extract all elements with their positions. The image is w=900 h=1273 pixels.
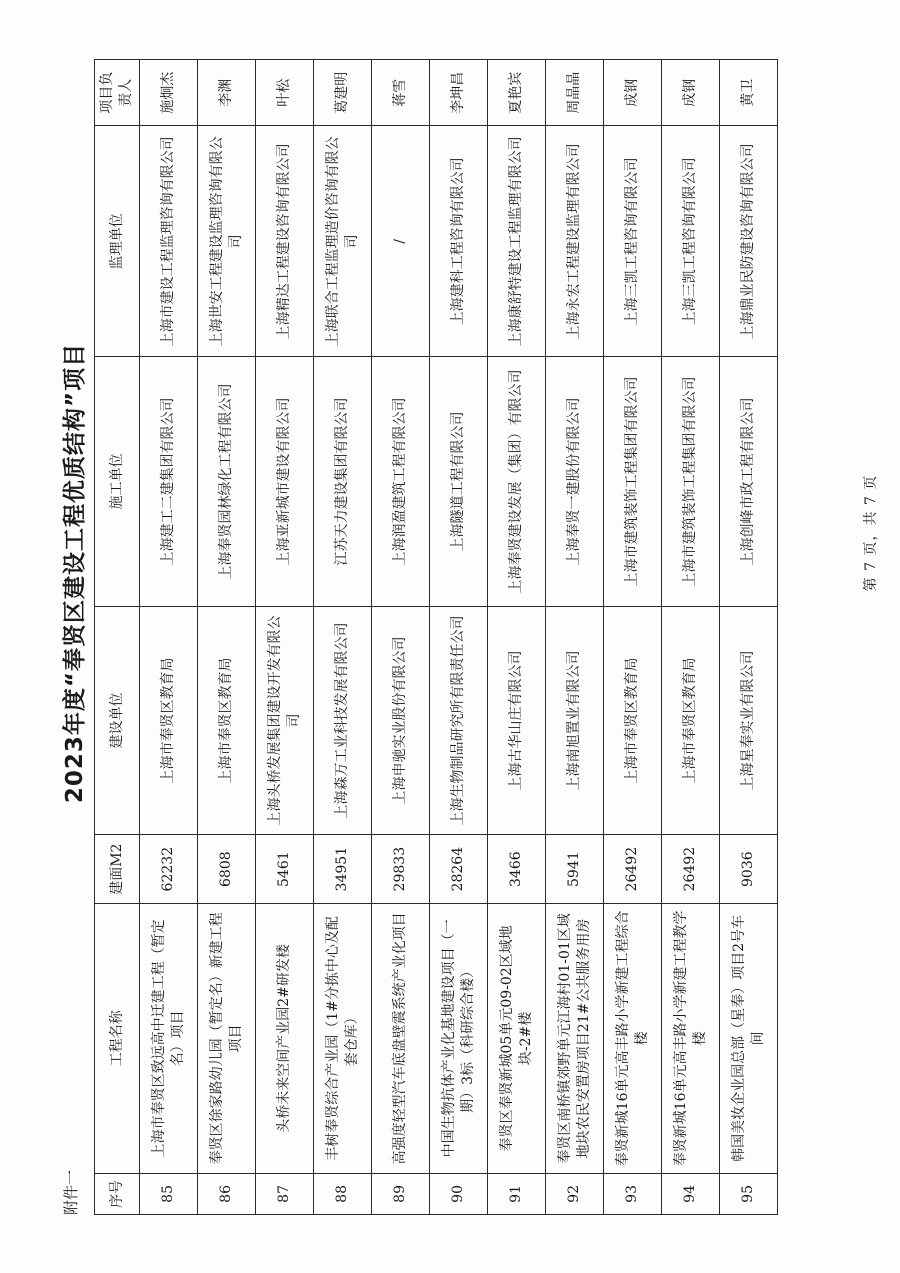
header-builder: 建设单位	[95, 606, 140, 835]
cell-area: 28264	[430, 835, 488, 904]
cell-builder: 上海申驰实业股份有限公司	[372, 606, 430, 835]
cell-contractor: 上海隧道工程有限公司	[430, 357, 488, 606]
cell-area: 5941	[546, 835, 604, 904]
cell-name: 中国生物抗体产业化基地建设项目（一期）3标（科研综合楼）	[430, 903, 488, 1173]
cell-supervisor: 上海建科工程咨询有限公司	[430, 126, 488, 357]
table-row	[604, 60, 662, 1215]
table-row	[546, 60, 604, 1215]
table-row	[430, 60, 488, 1215]
cell-supervisor: 上海精达工程建设咨询有限公司	[256, 126, 314, 357]
cell-area: 5461	[256, 835, 314, 904]
cell-builder: 上海头桥发展集团建设开发有限公司	[256, 606, 314, 835]
cell-builder: 上海星奉实业有限公司	[720, 606, 778, 835]
header-supervisor: 监理单位	[95, 126, 140, 357]
cell-name: 高强度轻型汽车底盘壁震系统产业化项目	[372, 903, 430, 1173]
cell-lead: 李坤昌	[430, 60, 488, 126]
projects-table	[94, 59, 778, 1215]
cell-no: 86	[198, 1173, 256, 1214]
header-lead: 项目负责人	[95, 60, 140, 126]
cell-area: 9036	[720, 835, 778, 904]
cell-supervisor: /	[372, 126, 430, 357]
cell-name: 奉贤区徐家路幼儿园（暂定名）新建工程项目	[198, 903, 256, 1173]
header-name: 工程名称	[95, 903, 140, 1173]
cell-builder: 上海市奉贤区教育局	[198, 606, 256, 835]
cell-no: 88	[314, 1173, 372, 1214]
table-row	[140, 60, 198, 1215]
cell-lead: 夏艳宾	[488, 60, 546, 126]
cell-area: 3466	[488, 835, 546, 904]
cell-supervisor: 上海市建设工程监理咨询有限公司	[140, 126, 198, 357]
attachment-label: 附件一	[62, 1169, 80, 1215]
cell-builder: 上海市奉贤区教育局	[140, 606, 198, 835]
cell-contractor: 上海奉贤建设发展（集团）有限公司	[488, 357, 546, 606]
cell-builder: 上海市奉贤区教育局	[604, 606, 662, 835]
cell-contractor: 上海奉贤一建股份有限公司	[546, 357, 604, 606]
table-header-row	[95, 60, 140, 1215]
cell-supervisor: 上海世安工程建设监理咨询有限公司	[198, 126, 256, 357]
cell-contractor: 上海建工二建集团有限公司	[140, 357, 198, 606]
cell-contractor: 上海亚新城市建设有限公司	[256, 357, 314, 606]
cell-supervisor: 上海联合工程监理造价咨询有限公司	[314, 126, 372, 357]
cell-builder: 上海森万工业科技发展有限公司	[314, 606, 372, 835]
cell-name: 丰树奉贤综合产业园（1#分拣中心及配套仓库）	[314, 903, 372, 1173]
table-row	[314, 60, 372, 1215]
cell-contractor: 上海市建筑装饰工程集团有限公司	[662, 357, 720, 606]
cell-contractor: 上海创峰市政工程有限公司	[720, 357, 778, 606]
cell-supervisor: 上海三凯工程咨询有限公司	[604, 126, 662, 357]
cell-lead: 成钢	[604, 60, 662, 126]
cell-contractor: 上海奉贤园林绿化工程有限公司	[198, 357, 256, 606]
cell-area: 26492	[662, 835, 720, 904]
cell-no: 87	[256, 1173, 314, 1214]
cell-builder: 上海南旭置业有限公司	[546, 606, 604, 835]
cell-area: 29833	[372, 835, 430, 904]
cell-builder: 上海生物制品研究所有限责任公司	[430, 606, 488, 835]
cell-supervisor: 上海康舒特建设工程监理有限公司	[488, 126, 546, 357]
cell-supervisor: 上海鼎业民防建设咨询有限公司	[720, 126, 778, 357]
cell-area: 6808	[198, 835, 256, 904]
cell-name: 韩国美妆企业园总部（星奉）项目2号车间	[720, 903, 778, 1173]
header-area: 建面M2	[95, 835, 140, 904]
cell-no: 92	[546, 1173, 604, 1214]
table-row	[720, 60, 778, 1215]
cell-lead: 周晶晶	[546, 60, 604, 126]
header-no: 序号	[95, 1173, 140, 1214]
cell-lead: 蒋雪	[372, 60, 430, 126]
cell-no: 89	[372, 1173, 430, 1214]
page-title: 2023年度“奉贤区建设工程优质结构”项目	[62, 342, 88, 804]
cell-no: 91	[488, 1173, 546, 1214]
cell-lead: 叶松	[256, 60, 314, 126]
table-row	[488, 60, 546, 1215]
cell-contractor: 上海润盈建筑工程有限公司	[372, 357, 430, 606]
cell-builder: 上海古华山庄有限公司	[488, 606, 546, 835]
cell-name: 奉贤区奉贤新城05单元09-02区域地块-2#楼	[488, 903, 546, 1173]
table-row	[256, 60, 314, 1215]
cell-no: 95	[720, 1173, 778, 1214]
cell-no: 93	[604, 1173, 662, 1214]
table-row	[372, 60, 430, 1215]
cell-supervisor: 上海永宏工程建设监理有限公司	[546, 126, 604, 357]
table-row	[198, 60, 256, 1215]
page-footer: 第 7 页，共 7 页	[863, 474, 879, 592]
cell-no: 94	[662, 1173, 720, 1214]
cell-contractor: 江苏天力建设集团有限公司	[314, 357, 372, 606]
cell-lead: 李渊	[198, 60, 256, 126]
cell-area: 26492	[604, 835, 662, 904]
table-row	[662, 60, 720, 1215]
cell-lead: 黄卫	[720, 60, 778, 126]
cell-name: 奉贤区南桥镇郊野单元江海村01-01区域地块农民安置房项目21#公共服务用房	[546, 903, 604, 1173]
cell-lead: 施炯杰	[140, 60, 198, 126]
cell-builder: 上海市奉贤区教育局	[662, 606, 720, 835]
cell-area: 34951	[314, 835, 372, 904]
cell-no: 90	[430, 1173, 488, 1214]
cell-no: 85	[140, 1173, 198, 1214]
cell-lead: 葛建明	[314, 60, 372, 126]
cell-lead: 成钢	[662, 60, 720, 126]
cell-name: 奉贤新城16单元高丰路小学新建工程综合楼	[604, 903, 662, 1173]
cell-supervisor: 上海三凯工程咨询有限公司	[662, 126, 720, 357]
cell-area: 62232	[140, 835, 198, 904]
cell-name: 头桥未来空间产业园2#研发楼	[256, 903, 314, 1173]
cell-name: 奉贤新城16单元高丰路小学新建工程教学楼	[662, 903, 720, 1173]
cell-name: 上海市奉贤区致远高中迁建工程（暂定名）项目	[140, 903, 198, 1173]
header-contractor: 施工单位	[95, 357, 140, 606]
cell-contractor: 上海市建筑装饰工程集团有限公司	[604, 357, 662, 606]
